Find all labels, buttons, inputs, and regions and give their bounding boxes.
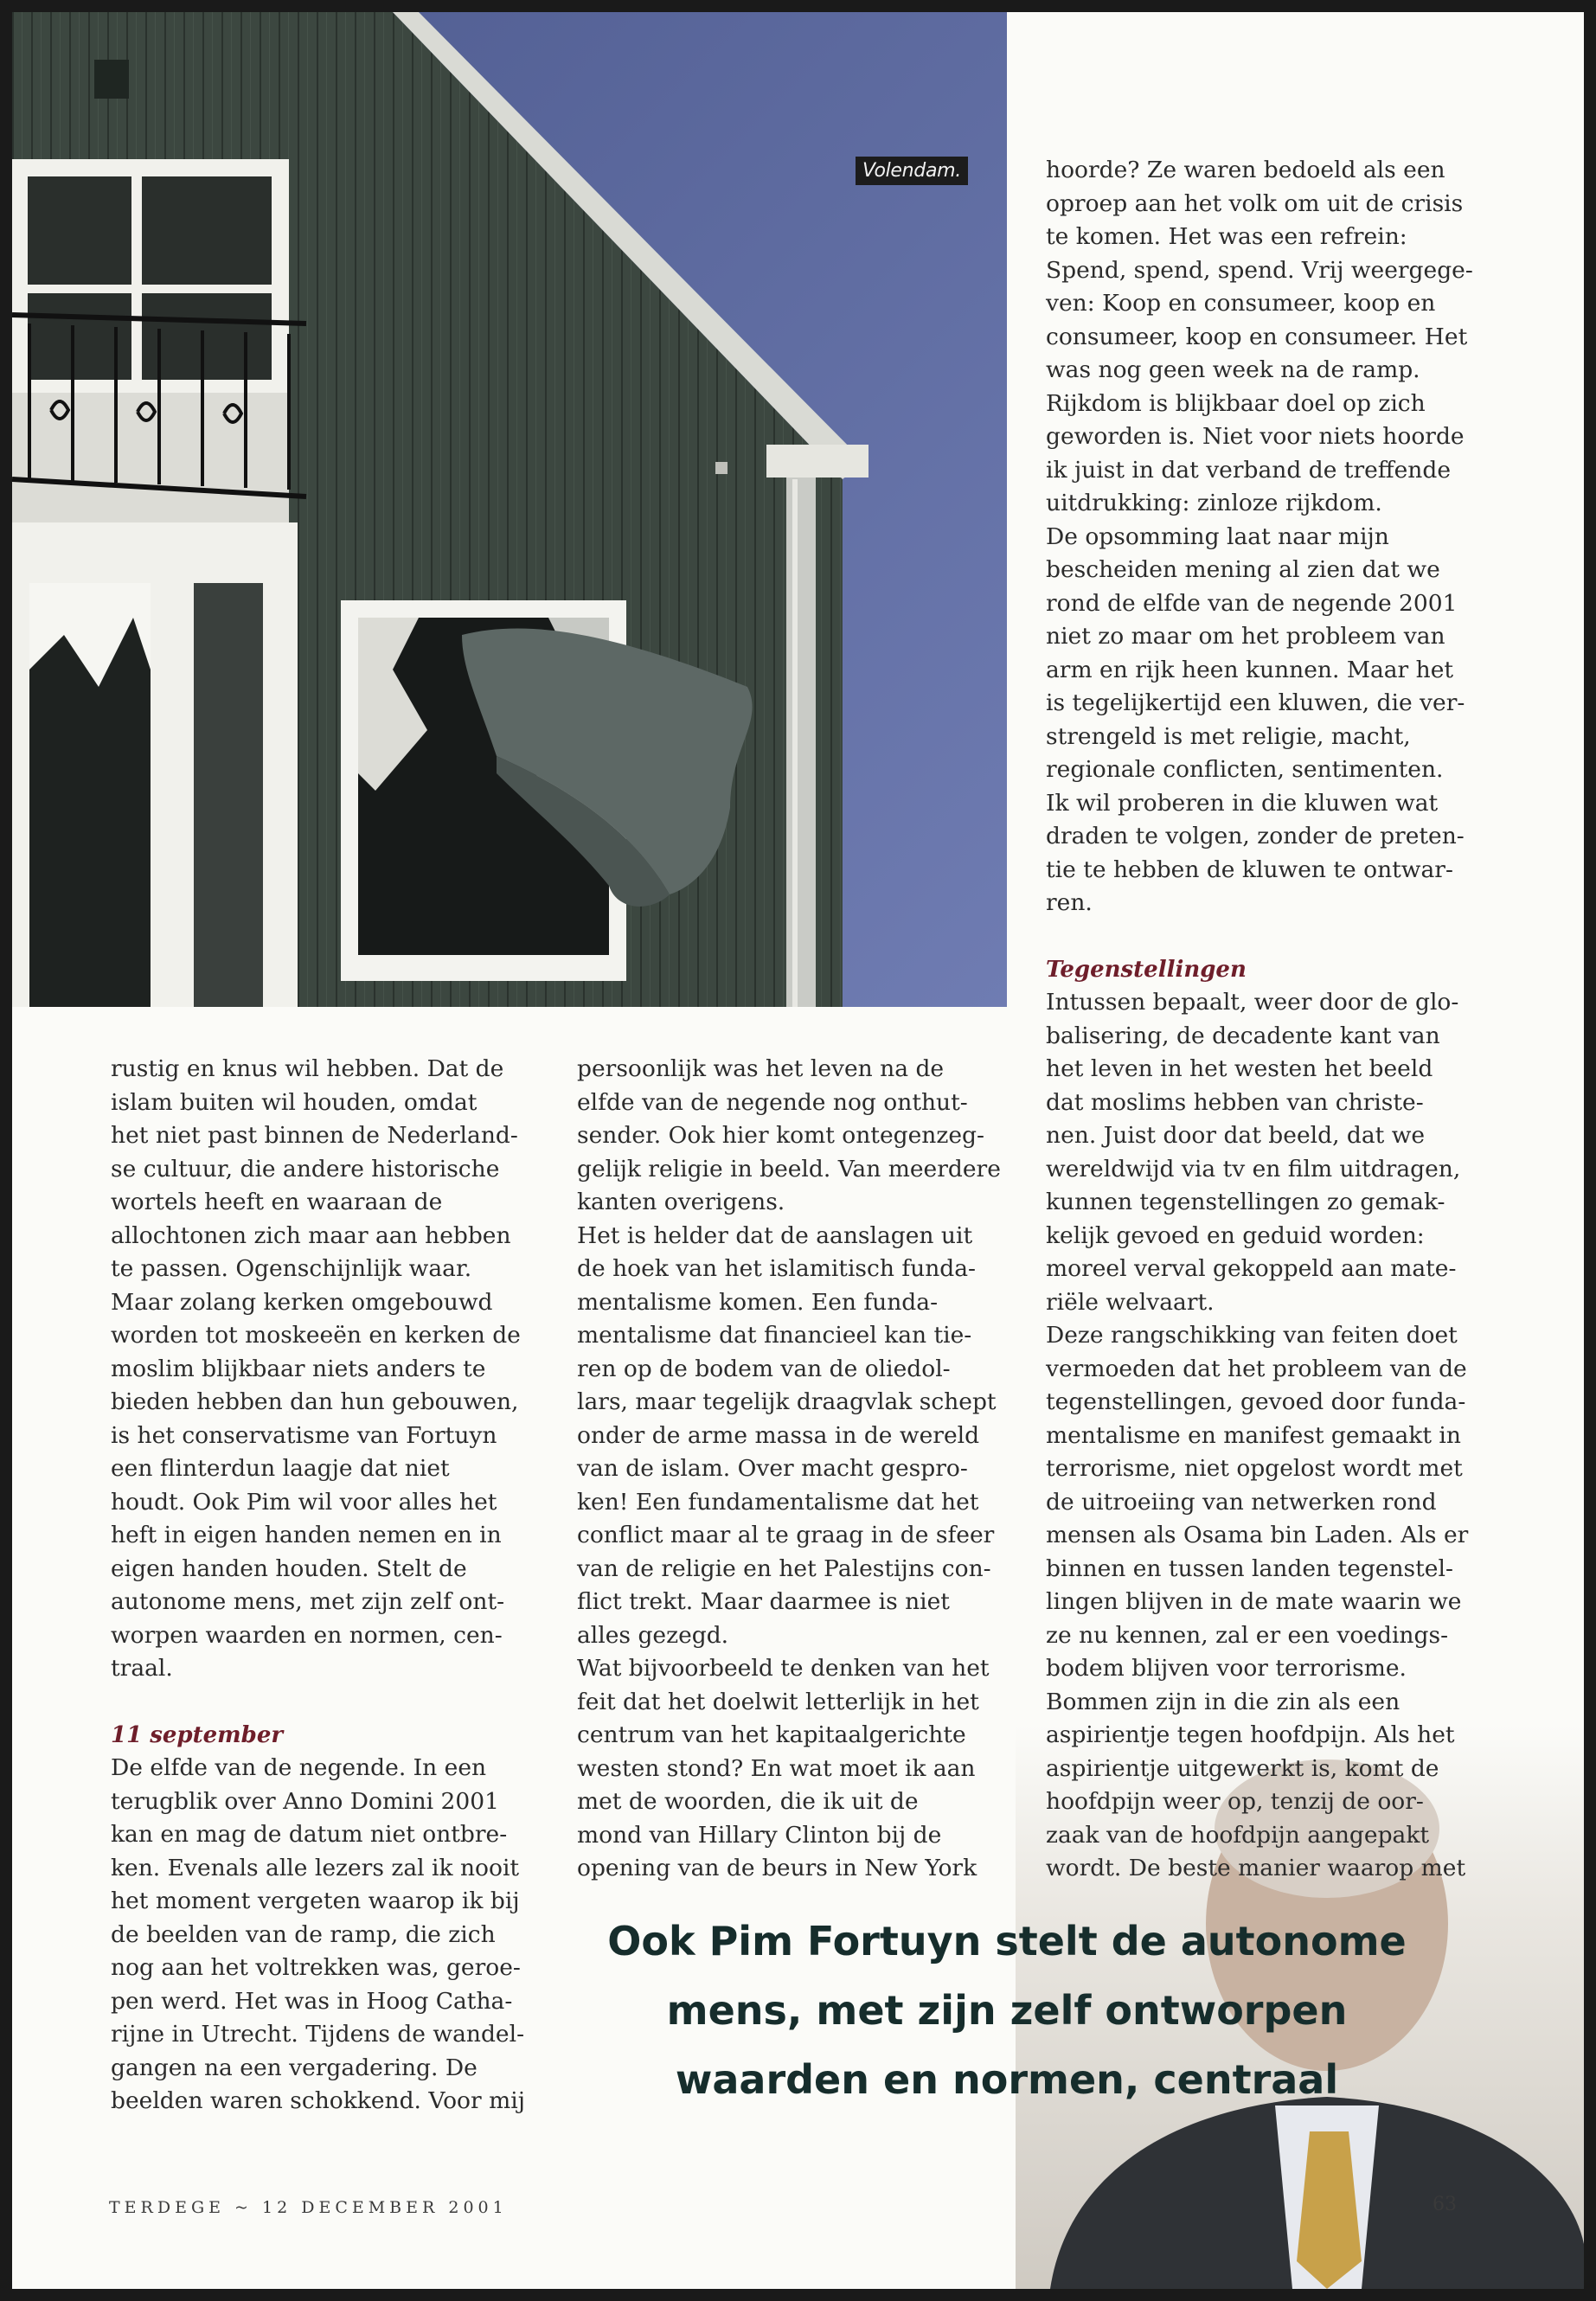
body-line: consumeer, koop en consumeer. Het	[1046, 323, 1468, 350]
body-line: kan en mag de datum niet ontbre-	[111, 1821, 508, 1848]
body-line: te komen. Het was een refrein:	[1046, 223, 1407, 250]
body-line: feit dat het doelwit letterlijk in het	[577, 1688, 979, 1715]
section-heading-11-september: 11 september	[111, 1721, 284, 1748]
body-line: Ik wil proberen in die kluwen wat	[1046, 789, 1439, 817]
body-line: nog aan het voltrekken was, geroe-	[111, 1954, 521, 1981]
body-line: se cultuur, die andere historische	[111, 1155, 500, 1183]
body-line: geworden is. Niet voor niets hoorde	[1046, 423, 1465, 450]
body-line: onder de arme massa in de wereld	[577, 1421, 980, 1449]
body-line: mensen als Osama bin Laden. Als er	[1046, 1522, 1469, 1548]
pull-quote-line: waarden en normen, centraal	[675, 2056, 1339, 2103]
body-line: ven: Koop en consumeer, koop en	[1046, 290, 1436, 317]
body-line: Intussen bepaalt, weer door de glo-	[1046, 989, 1459, 1016]
body-line: wereldwijd via tv en film uitdragen,	[1046, 1155, 1461, 1183]
body-line: Deze rangschikking van feiten doet	[1046, 1322, 1458, 1349]
body-line: ik juist in dat verband de treffende	[1046, 456, 1452, 484]
body-line: islam buiten wil houden, omdat	[111, 1088, 478, 1116]
body-line: rustig en knus wil hebben. Dat de	[111, 1055, 504, 1082]
body-line: lingen blijven in de mate waarin we	[1046, 1588, 1462, 1615]
body-line: mentalisme komen. Een funda-	[577, 1288, 939, 1316]
body-line: De opsomming laat naar mijn	[1046, 522, 1389, 550]
body-line: heft in eigen handen nemen en in	[111, 1522, 502, 1548]
body-line: moslim blijkbaar niets anders te	[111, 1355, 486, 1382]
body-line: kunnen tegenstellingen zo gemak-	[1046, 1189, 1445, 1215]
body-line: Spend, spend, spend. Vrij weergege-	[1046, 256, 1473, 284]
body-line: gelijk religie in beeld. Van meerdere	[577, 1155, 1001, 1183]
body-line: kelijk gevoed en geduid worden:	[1046, 1221, 1425, 1249]
body-line: lars, maar tegelijk draagvlak schept	[577, 1388, 997, 1415]
body-line: Maar zolang kerken omgebouwd	[111, 1288, 493, 1316]
body-line: beelden waren schokkend. Voor mij	[111, 2087, 525, 2114]
photo-caption: Volendam.	[856, 157, 968, 185]
body-line: worden tot moskeeën en kerken de	[111, 1322, 521, 1349]
body-line: flict trekt. Maar daarmee is niet	[577, 1588, 950, 1615]
body-line: hoofdpijn weer op, tenzij de oor-	[1046, 1788, 1424, 1815]
body-line: dat moslims hebben van christe-	[1046, 1088, 1424, 1116]
body-line: met de woorden, die ik uit de	[577, 1788, 919, 1815]
body-line: was nog geen week na de ramp.	[1046, 356, 1420, 383]
body-line: gangen na een vergadering. De	[111, 2054, 478, 2081]
body-line: tegenstellingen, gevoed door funda-	[1046, 1388, 1466, 1415]
body-line: De elfde van de negende. In een	[111, 1754, 487, 1781]
body-line: het moment vergeten waarop ik bij	[111, 1888, 520, 1914]
body-line: bescheiden mening al zien dat we	[1046, 556, 1440, 583]
body-line: Wat bijvoorbeeld te denken van het	[577, 1655, 990, 1682]
body-line: binnen en tussen landen tegenstel-	[1046, 1554, 1453, 1582]
body-line: centrum van het kapitaalgerichte	[577, 1721, 966, 1748]
body-line: Het is helder dat de aanslagen uit	[577, 1221, 973, 1249]
body-line: een flinterdun laagje dat niet	[111, 1455, 450, 1482]
body-line: ken! Een fundamentalisme dat het	[577, 1488, 979, 1516]
body-line: pen werd. Het was in Hoog Catha-	[111, 1987, 513, 2015]
body-line: draden te volgen, zonder de preten-	[1046, 823, 1465, 849]
column-3	[1046, 154, 1496, 1886]
body-line: ren.	[1046, 889, 1093, 916]
body-line: hoorde? Ze waren bedoeld als een	[1046, 157, 1445, 183]
body-line: mond van Hillary Clinton bij de	[577, 1821, 942, 1849]
body-line: te passen. Ogenschijnlijk waar.	[111, 1255, 472, 1282]
body-line: conflict maar al te graag in de sfeer	[577, 1522, 995, 1548]
body-line: ze nu kennen, zal er een voedings-	[1046, 1621, 1449, 1649]
body-line: aspirientje tegen hoofdpijn. Als het	[1046, 1721, 1455, 1748]
body-line: terugblik over Anno Domini 2001	[111, 1787, 499, 1815]
body-line: nen. Juist door dat beeld, dat we	[1046, 1122, 1426, 1149]
body-line: kanten overigens.	[577, 1189, 785, 1215]
body-line: de beelden van de ramp, die zich	[111, 1920, 496, 1948]
body-line: elfde van de negende nog onthut-	[577, 1088, 968, 1116]
body-line: sender. Ook hier komt ontegenzeg-	[577, 1122, 984, 1149]
body-line: moreel verval gekoppeld aan mate-	[1046, 1255, 1457, 1282]
body-line: ren op de bodem van de oliedol-	[577, 1355, 951, 1382]
body-line: rijne in Utrecht. Tijdens de wandel-	[111, 2021, 525, 2048]
body-line: van de islam. Over macht gespro-	[577, 1455, 968, 1482]
body-line: het leven in het westen het beeld	[1046, 1055, 1433, 1082]
body-line: Bommen zijn in die zin als een	[1046, 1688, 1401, 1715]
body-line: riële welvaart.	[1046, 1288, 1215, 1316]
column-2	[577, 1053, 1027, 1886]
pull-quote	[531, 1907, 1483, 2114]
body-line: alles gezegd.	[577, 1621, 729, 1649]
body-line: ken. Evenals alle lezers zal ik nooit	[111, 1854, 520, 1881]
body-line: terrorisme, niet opgelost wordt met	[1046, 1455, 1463, 1482]
body-line: aspirientje uitgewerkt is, komt de	[1046, 1754, 1439, 1782]
body-line: niet zo maar om het probleem van	[1046, 623, 1445, 650]
body-line: wortels heeft en waaraan de	[111, 1189, 443, 1215]
body-line: rond de elfde van de negende 2001	[1046, 589, 1458, 617]
column-1	[111, 1053, 561, 2118]
body-line: allochtonen zich maar aan hebben	[111, 1221, 511, 1249]
body-line: de uitroeiing van netwerken rond	[1046, 1488, 1437, 1516]
body-line: uitdrukking: zinloze rijkdom.	[1046, 490, 1382, 516]
body-line: opening van de beurs in New York	[577, 1855, 977, 1881]
body-line: traal.	[111, 1655, 173, 1682]
body-line: houdt. Ook Pim wil voor alles het	[111, 1488, 497, 1516]
pull-quote-line: Ook Pim Fortuyn stelt de autonome	[607, 1918, 1407, 1965]
body-line: oproep aan het volk om uit de crisis	[1046, 189, 1464, 217]
body-line: bodem blijven voor terrorisme.	[1046, 1655, 1407, 1682]
body-line: Rijkdom is blijkbaar doel op zich	[1046, 389, 1426, 417]
body-line: persoonlijk was het leven na de	[577, 1055, 945, 1082]
body-line: mentalisme en manifest gemaakt in	[1046, 1421, 1461, 1449]
body-line: bieden hebben dan hun gebouwen,	[111, 1388, 519, 1415]
body-line: vermoeden dat het probleem van de	[1046, 1355, 1467, 1382]
body-line: worpen waarden en normen, cen-	[111, 1621, 503, 1649]
body-line: tie te hebben de kluwen te ontwar-	[1046, 856, 1453, 883]
body-line: van de religie en het Palestijns con-	[577, 1554, 991, 1582]
body-line: is tegelijkertijd een kluwen, die ver-	[1046, 689, 1465, 716]
body-line: het niet past binnen de Nederland-	[111, 1122, 518, 1149]
body-line: wordt. De beste manier waarop met	[1046, 1855, 1466, 1881]
body-line: is het conservatisme van Fortuyn	[111, 1421, 497, 1449]
body-line: autonome mens, met zijn zelf ont-	[111, 1588, 505, 1615]
pull-quote-line: mens, met zijn zelf ontworpen	[666, 1987, 1348, 2034]
footer-publication: TERDEGE ~ 12 DECEMBER 2001	[109, 2198, 508, 2217]
body-line: zaak van de hoofdpijn aangepakt	[1046, 1821, 1430, 1849]
body-line: mentalisme dat financieel kan tie-	[577, 1322, 972, 1349]
body-line: de hoek van het islamitisch funda-	[577, 1255, 977, 1282]
body-line: balisering, de decadente kant van	[1046, 1022, 1440, 1049]
body-line: arm en rijk heen kunnen. Maar het	[1046, 656, 1454, 683]
body-line: strengeld is met religie, macht,	[1046, 722, 1411, 750]
magazine-page	[12, 12, 1584, 2289]
body-line: regionale conflicten, sentimenten.	[1046, 756, 1444, 783]
body-line: westen stond? En wat moet ik aan	[577, 1754, 976, 1782]
body-line: eigen handen houden. Stelt de	[111, 1554, 467, 1582]
page-number: 63	[1433, 2194, 1457, 2215]
section-heading-tegenstellingen: Tegenstellingen	[1046, 956, 1247, 983]
